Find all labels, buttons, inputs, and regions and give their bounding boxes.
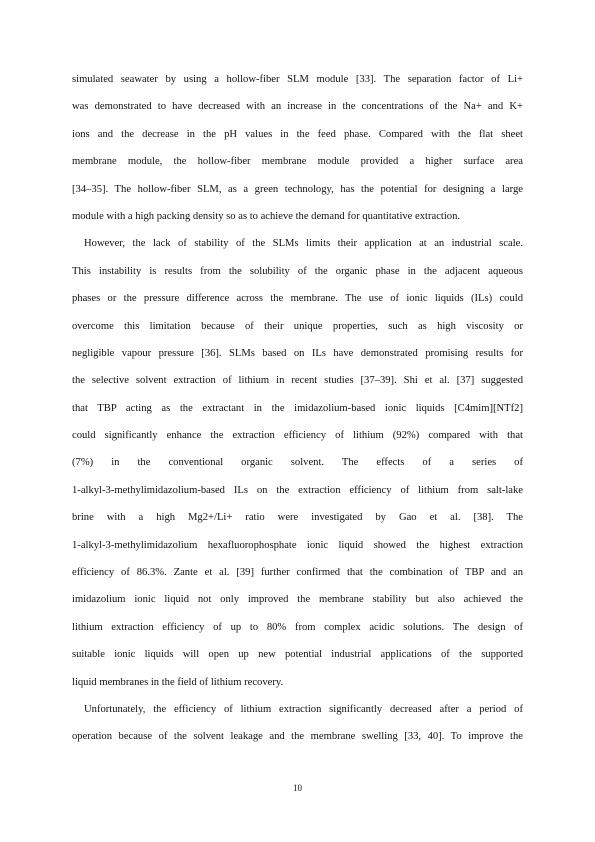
- text-line: [34–35]. The hollow-fiber SLM, as a green technology, has the potential for designing a large: [72, 183, 523, 195]
- text-line: lithium extraction efficiency of up to 80% from complex acidic solutions. The design of: [72, 621, 523, 633]
- text-line: the selective solvent extraction of lithium in recent studies [37–39]. Shi et al. [37] suggested: [72, 375, 523, 387]
- text-line: module with a high packing density so as to achieve the demand for quantitative extraction.: [72, 210, 461, 222]
- text-line: operation because of the solvent leakage and the membrane swelling [33, 40]. To improve the: [72, 731, 523, 743]
- text-line: membrane module, the hollow-fiber membrane module provided a higher surface area: [72, 156, 523, 168]
- text-line: This instability is results from the solubility of the organic phase in the adjacent aqueous: [72, 265, 523, 277]
- text-line: phases or the pressure difference across the membrane. The use of ionic liquids (ILs) could: [72, 293, 523, 305]
- text-line: could significantly enhance the extraction efficiency of lithium (92%) compared with that: [72, 430, 523, 442]
- text-line: (7%) in the conventional organic solvent. The effects of a series of: [72, 457, 523, 469]
- text-line: ions and the decrease in the pH values in the feed phase. Compared with the flat sheet: [72, 128, 523, 140]
- text-line: efficiency of 86.3%. Zante et al. [39] further confirmed that the combination of TBP and an: [72, 567, 523, 579]
- text-line: However, the lack of stability of the SLMs limits their application at an industrial scale.: [84, 238, 523, 250]
- text-line: negligible vapour pressure [36]. SLMs based on ILs have demonstrated promising results for: [72, 347, 523, 359]
- text-line: that TBP acting as the extractant in the imidazolium-based ionic liquids [C4mim][NTf2]: [72, 402, 523, 414]
- body-text: [72, 66, 523, 751]
- page-number: 10: [293, 783, 302, 793]
- text-line: suitable ionic liquids will open up new potential industrial applications of the supported: [72, 649, 523, 661]
- text-line: brine with a high Mg2+/Li+ ratio were investigated by Gao et al. [38]. The: [72, 512, 523, 524]
- text-line: imidazolium ionic liquid not only improved the membrane stability but also achieved the: [72, 594, 523, 606]
- text-line: 1-alkyl-3-methylimidazolium-based ILs on the extraction efficiency of lithium from salt-lake: [72, 484, 523, 496]
- text-line: Unfortunately, the efficiency of lithium extraction significantly decreased after a period of: [84, 703, 523, 715]
- text-line: simulated seawater by using a hollow-fiber SLM module [33]. The separation factor of Li+: [72, 74, 523, 85]
- text-line: liquid membranes in the field of lithium recovery.: [72, 676, 284, 688]
- text-line: overcome this limitation because of their unique properties, such as high viscosity or: [72, 320, 523, 332]
- text-line: 1-alkyl-3-methylimidazolium hexafluorophosphate ionic liquid showed the highest extraction: [72, 539, 523, 551]
- text-line: was demonstrated to have decreased with an increase in the concentrations of the Na+ and K+: [72, 101, 523, 113]
